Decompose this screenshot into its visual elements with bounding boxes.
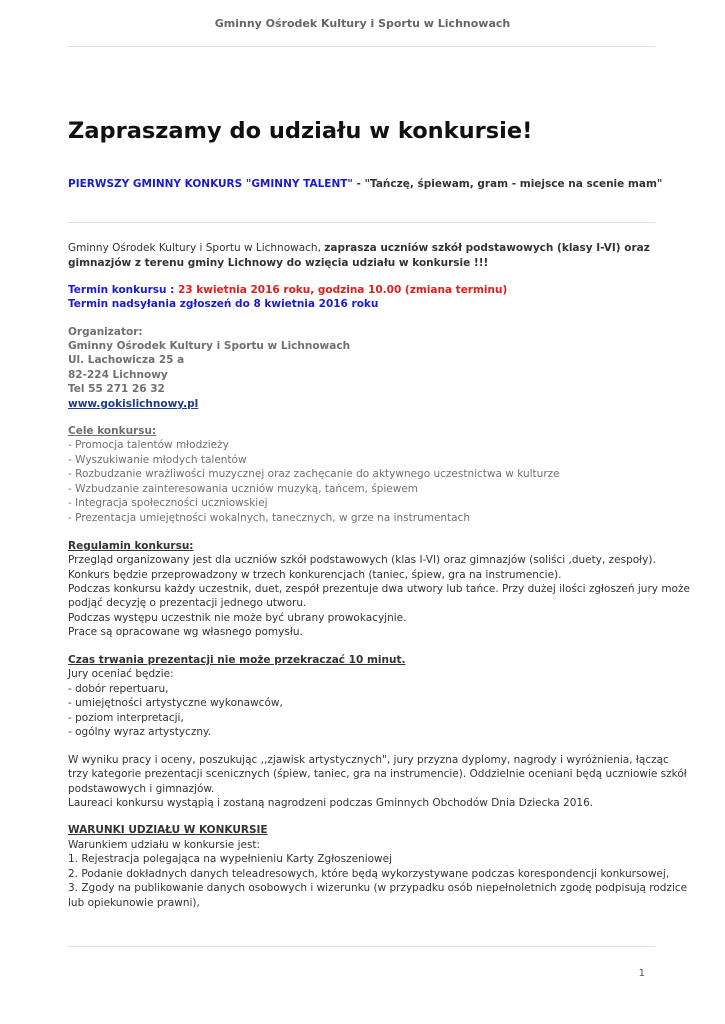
footer-divider	[68, 946, 655, 947]
conditions-line: 2. Podanie dokładnych danych teleadresowych, które będą wykorzystywane podczas korespondencji konkursowej,	[68, 868, 670, 880]
subtitle-dash: -	[352, 178, 365, 190]
page-header: Gminny Ośrodek Kultury i Sportu w Lichnowach	[214, 17, 511, 30]
rules-line: Konkurs będzie przeprowadzony w trzech konkurencjach (taniec, śpiew, gra na instrumencie).	[68, 569, 562, 581]
goals-item: - Wzbudzanie zainteresowania uczniów muzyką, tańcem, śpiewem	[68, 483, 419, 495]
website-link-text[interactable]: www.gokislichnowy.pl	[68, 398, 199, 410]
goals-heading: Cele konkursu:	[68, 425, 157, 437]
conditions-line: 3. Zgody na publikowanie danych osobowych i wizerunku (w przypadku osób niepełnoletnich zgodę podpisują rodzice	[68, 882, 688, 894]
jury-criterion: - poziom interpretacji,	[68, 712, 184, 724]
organizer-website-link[interactable]	[68, 397, 198, 411]
rules-line: Podczas występu uczestnik nie może być ubrany prowokacyjnie.	[68, 612, 407, 624]
conditions-line: Warunkiem udziału w konkursie jest:	[68, 839, 261, 851]
jury-criterion: - dobór repertuaru,	[68, 683, 169, 695]
termin-line	[68, 283, 507, 297]
header-divider	[68, 46, 655, 47]
intro-bold-1: zaprasza uczniów szkół podstawowych (klasy I-VI) oraz	[324, 242, 650, 254]
conditions-heading: WARUNKI UDZIAŁU W KONKURSIE	[68, 824, 268, 836]
rules-line: Podczas konkursu każdy uczestnik, duet, zespół prezentuje dwa utwory lub tańce. Przy dużej ilości zgłoszeń jury może	[68, 583, 690, 595]
termin-label: Termin konkursu :	[68, 284, 178, 296]
results-line: trzy kategorie prezentacji scenicznych (śpiew, taniec, gra na instrumencie). Oddzielnie oceniani będą uczniowie szkół	[68, 768, 687, 780]
results-line: podstawowych i gimnazjów.	[68, 783, 215, 795]
results-line: Laureaci konkursu wystąpią i zostaną nagrodzeni podczas Gminnych Obchodów Dnia Dziecka 2016.	[68, 797, 594, 809]
organizer-label: Organizator:	[68, 326, 143, 338]
jury-criterion: - ogólny wyraz artystyczny.	[68, 726, 212, 738]
duration-heading: Czas trwania prezentacji nie może przekraczać 10 minut.	[68, 654, 406, 666]
organizer-name: Gminny Ośrodek Kultury i Sportu w Lichnowach	[68, 340, 351, 352]
rules-heading: Regulamin konkursu:	[68, 540, 194, 552]
page-title: Zapraszamy do udziału w konkursie!	[68, 118, 533, 144]
title-divider	[68, 222, 655, 223]
goals-item: - Wyszukiwanie młodych talentów	[68, 454, 247, 466]
organizer-street: Ul. Lachowicza 25 a	[68, 354, 185, 366]
conditions-line: 1. Rejestracja polegająca na wypełnieniu Karty Zgłoszeniowej	[68, 853, 393, 865]
intro-line-2: gimnazjów z terenu gminy Lichnowy do wzięcia udziału w konkursie !!!	[68, 257, 489, 269]
contest-motto: "Tańczę, śpiewam, gram - miejsce na scenie mam"	[364, 178, 663, 190]
conditions-line: lub opiekunowie prawni),	[68, 897, 200, 909]
jury-criterion: - umiejętności artystyczne wykonawców,	[68, 697, 283, 709]
intro-line-1	[68, 241, 650, 255]
rules-line: Przegląd organizowany jest dla uczniów szkół podstawowych (klas I-VI) oraz gimnazjów (soliści ,duety, zespoły).	[68, 554, 656, 566]
contest-subtitle	[68, 178, 662, 190]
intro-normal: Gminny Ośrodek Kultury i Sportu w Lichnowach,	[68, 242, 325, 254]
goals-item: - Integracja społeczności uczniowskiej	[68, 497, 268, 509]
organizer-city: 82-224 Lichnowy	[68, 369, 168, 381]
termin-nadsylania: Termin nadsyłania zgłoszeń do 8 kwietnia 2016 roku	[68, 298, 379, 310]
goals-item: - Promocja talentów młodzieży	[68, 439, 229, 451]
goals-item: - Prezentacja umiejętności wokalnych, tanecznych, w grze na instrumentach	[68, 512, 471, 524]
rules-line: podjąć decyzję o prezentacji jednego utworu.	[68, 597, 307, 609]
jury-line: Jury oceniać będzie:	[68, 668, 174, 680]
rules-line: Prace są opracowane wg własnego pomysłu.	[68, 626, 303, 638]
page-number: 1	[638, 968, 645, 979]
termin-date: 23 kwietnia 2016 roku, godzina 10.00 (zmiana terminu)	[178, 284, 508, 296]
organizer-tel: Tel 55 271 26 32	[68, 383, 165, 395]
goals-item: - Rozbudzanie wrażliwości muzycznej oraz zachęcanie do aktywnego uczestnictwa w kulturze	[68, 468, 560, 480]
results-line: W wyniku pracy i oceny, poszukując ,,zjawisk artystycznych", jury przyzna dyplomy, nagrody i wyróżnienia, łącząc	[68, 754, 669, 766]
contest-name: PIERWSZY GMINNY KONKURS "GMINNY TALENT"	[68, 178, 353, 190]
